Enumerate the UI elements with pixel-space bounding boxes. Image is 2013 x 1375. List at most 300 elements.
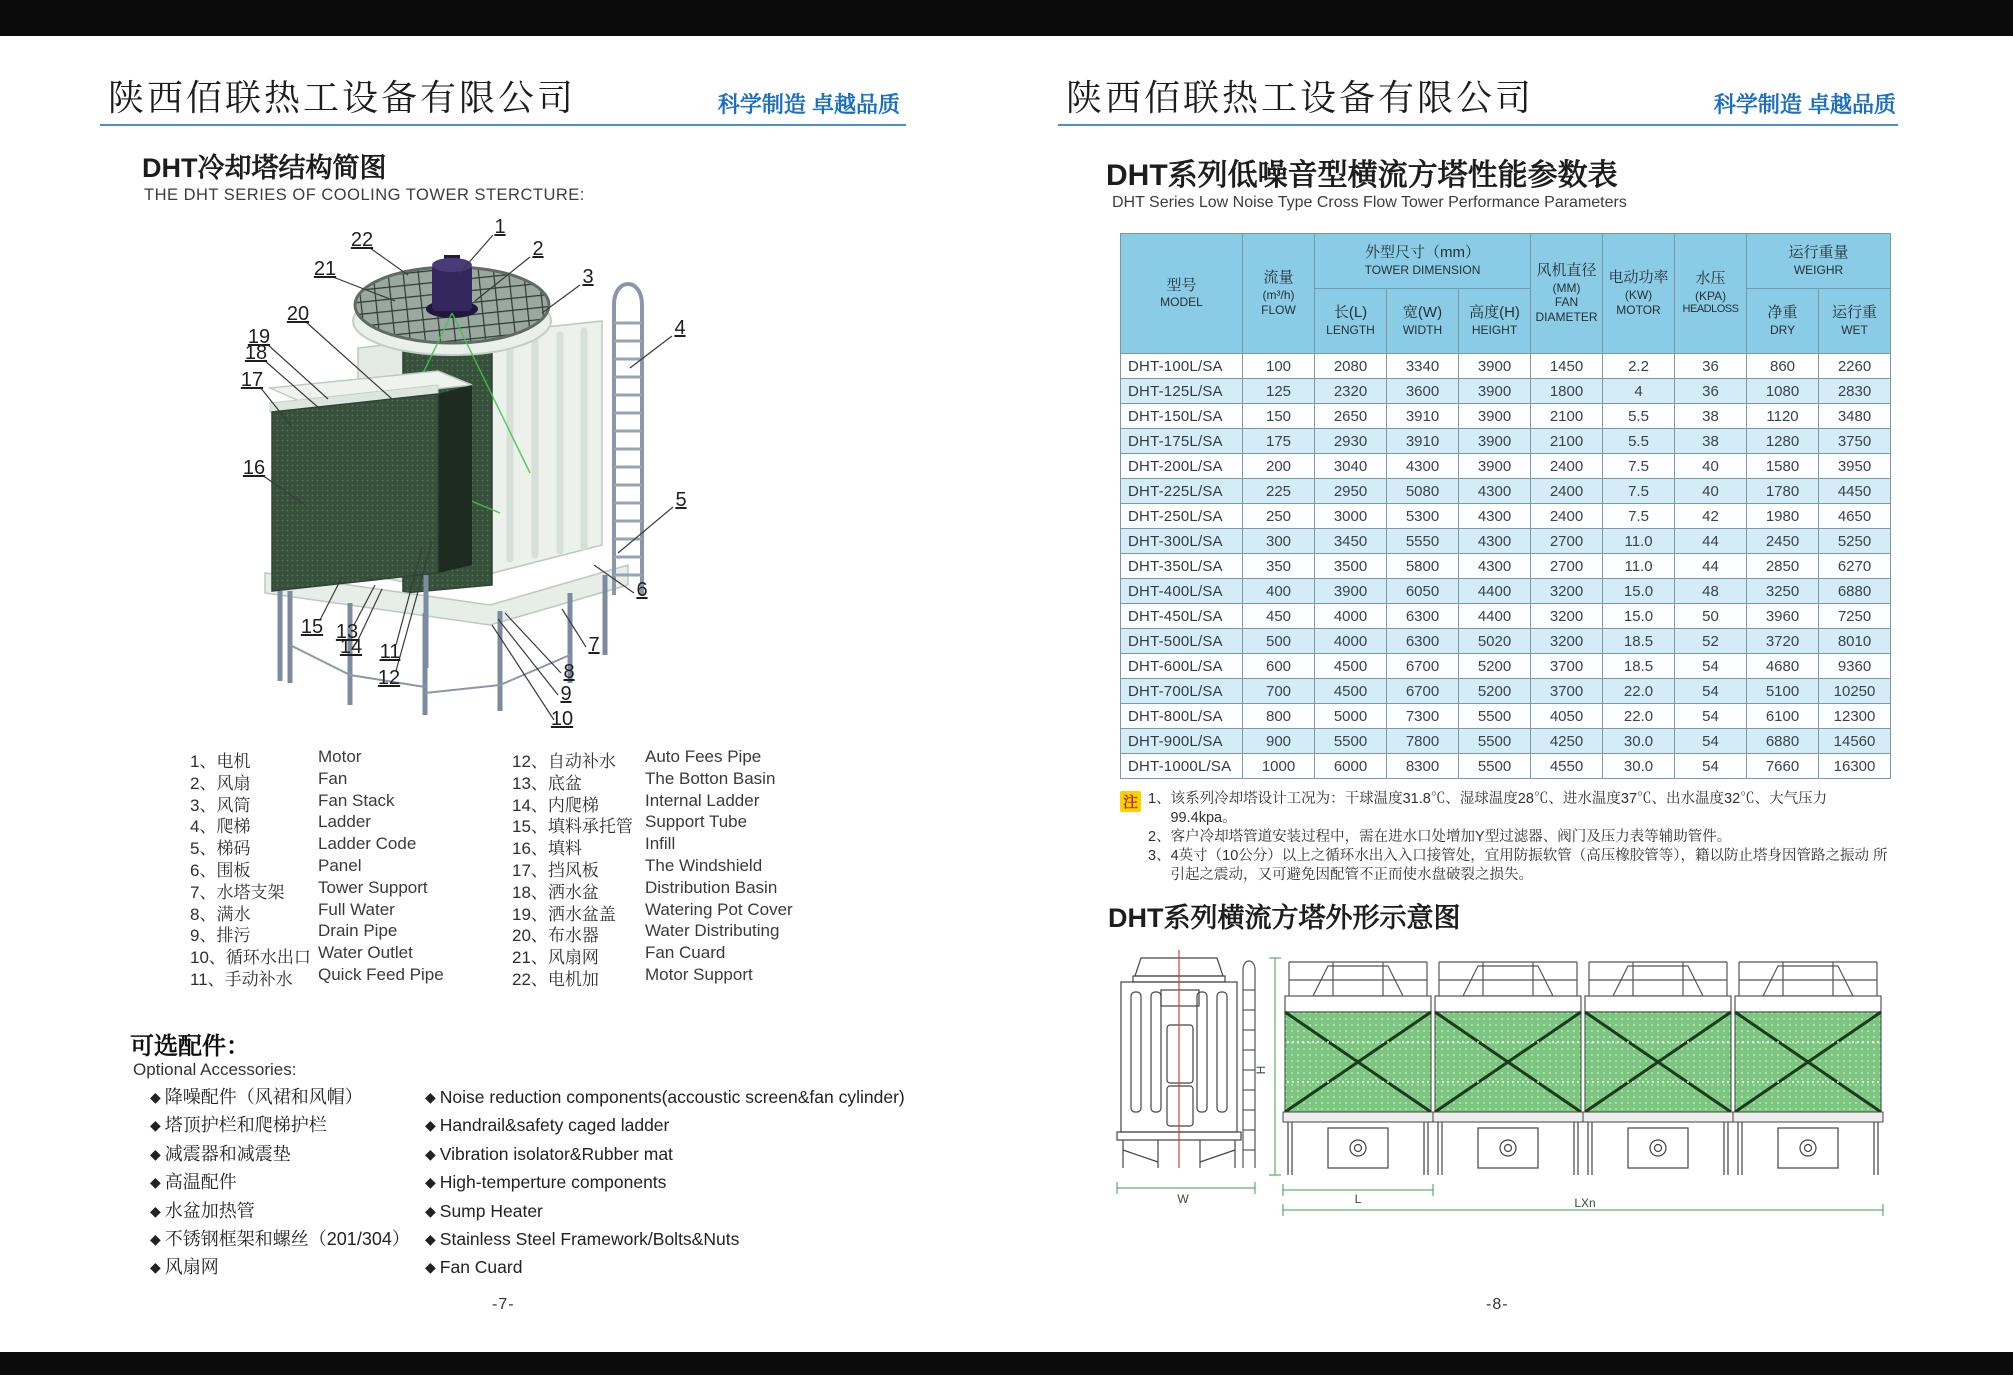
table-row	[1121, 579, 1891, 604]
value-cell: 1980	[1747, 504, 1819, 529]
value-cell: 8010	[1819, 629, 1891, 654]
value-cell: 3900	[1459, 354, 1531, 379]
part-label-cn: 7、水塔支架	[190, 882, 285, 902]
value-cell: 6050	[1387, 579, 1459, 604]
value-cell: 54	[1675, 679, 1747, 704]
model-cell: DHT-450L/SA	[1121, 604, 1243, 629]
part-label-en: Motor	[318, 747, 362, 766]
value-cell: 5000	[1315, 704, 1387, 729]
value-cell: 4500	[1315, 679, 1387, 704]
accessory-item: ◆ Noise reduction components(accoustic screen&fan cylinder)	[425, 1087, 905, 1107]
value-cell: 3250	[1747, 579, 1819, 604]
value-cell: 6000	[1315, 754, 1387, 779]
model-cell: DHT-175L/SA	[1121, 429, 1243, 454]
value-cell: 54	[1675, 754, 1747, 779]
part-label-en: Infill	[645, 834, 676, 854]
model-cell: DHT-700L/SA	[1121, 679, 1243, 704]
value-cell: 2830	[1819, 379, 1891, 404]
th-width-en: WIDTH	[1402, 322, 1443, 337]
table-row	[1121, 354, 1891, 379]
diamond-bullet-icon: ◆	[150, 1231, 161, 1248]
diamond-bullet-icon: ◆	[425, 1174, 436, 1191]
value-cell: 4300	[1459, 479, 1531, 504]
part-label-cn: 12、自动补水	[512, 752, 616, 771]
value-cell: 12300	[1819, 704, 1891, 729]
value-cell: 3900	[1459, 429, 1531, 454]
structure-section-subtitle: THE DHT SERIES OF COOLING TOWER STERCTURE:	[144, 186, 585, 204]
value-cell: 18.5	[1603, 629, 1675, 654]
value-cell: 2260	[1819, 354, 1891, 379]
diamond-bullet-icon: ◆	[425, 1089, 436, 1105]
value-cell: 2400	[1531, 479, 1603, 504]
accessory-item: ◆ High-temperture components	[425, 1172, 667, 1193]
accessory-item: ◆ 高温配件	[150, 1172, 237, 1193]
value-cell: 2950	[1315, 479, 1387, 504]
model-cell: DHT-500L/SA	[1121, 629, 1243, 654]
value-cell: 400	[1243, 579, 1315, 604]
part-label-cn: 3、风筒	[190, 795, 251, 815]
value-cell: 2400	[1531, 454, 1603, 479]
th-model-cn: 型号	[1166, 276, 1197, 294]
performance-table-body	[1121, 354, 1891, 779]
value-cell: 200	[1243, 454, 1315, 479]
diamond-bullet-icon: ◆	[150, 1089, 161, 1105]
part-label-cn: 2、风扇	[190, 773, 251, 793]
th-flow-unit: (m³/h)	[1262, 288, 1295, 303]
model-cell: DHT-300L/SA	[1121, 529, 1243, 554]
model-cell: DHT-150L/SA	[1121, 404, 1243, 429]
value-cell: 3750	[1819, 429, 1891, 454]
value-cell: 2850	[1747, 554, 1819, 579]
callout-number: 5	[675, 489, 687, 511]
th-width-cn: 宽(W)	[1402, 304, 1443, 322]
accessory-item: ◆ 风扇网	[150, 1257, 219, 1278]
value-cell: 3910	[1387, 404, 1459, 429]
note-item: 3、4英寸（10公分）以上之循环水出入入口接管处，宜用防振软管（高压橡胶管等），籍以防止塔身因管路之振动 所引起之震动，又可避免因配管不正而使水盘破裂之损失。	[1148, 848, 1888, 883]
table-section-subtitle: DHT Series Low Noise Type Cross Flow Tower Performance Parameters	[1112, 194, 1627, 211]
value-cell: 800	[1243, 704, 1315, 729]
value-cell: 4050	[1531, 704, 1603, 729]
model-cell: DHT-250L/SA	[1121, 504, 1243, 529]
callout-number: 22	[350, 229, 374, 251]
part-label-cn: 11、手动补水	[190, 969, 293, 989]
part-label-cn: 10、循环水出口	[190, 948, 311, 968]
th-fan	[1531, 234, 1603, 354]
value-cell: 2450	[1747, 529, 1819, 554]
model-cell: DHT-350L/SA	[1121, 554, 1243, 579]
company-name-right: 陕西佰联热工设备有限公司	[1066, 78, 1535, 119]
model-cell: DHT-800L/SA	[1121, 704, 1243, 729]
value-cell: 54	[1675, 654, 1747, 679]
value-cell: 3000	[1315, 504, 1387, 529]
value-cell: 1780	[1747, 479, 1819, 504]
value-cell: 5500	[1315, 729, 1387, 754]
value-cell: 38	[1675, 429, 1747, 454]
table-row	[1121, 554, 1891, 579]
value-cell: 3900	[1459, 454, 1531, 479]
model-cell: DHT-125L/SA	[1121, 379, 1243, 404]
value-cell: 1120	[1747, 404, 1819, 429]
value-cell: 15.0	[1603, 579, 1675, 604]
diamond-bullet-icon: ◆	[425, 1202, 436, 1219]
value-cell: 3720	[1747, 629, 1819, 654]
part-label-en: Fan Stack	[318, 790, 395, 810]
accessories-subtitle: Optional Accessories:	[133, 1060, 297, 1079]
th-flow-en: FLOW	[1261, 302, 1296, 317]
value-cell: 3960	[1747, 604, 1819, 629]
value-cell: 6270	[1819, 554, 1891, 579]
value-cell: 6700	[1387, 679, 1459, 704]
value-cell: 7800	[1387, 729, 1459, 754]
dim-label-w: W	[1177, 1192, 1189, 1206]
value-cell: 3200	[1531, 579, 1603, 604]
value-cell: 860	[1747, 354, 1819, 379]
value-cell: 5080	[1387, 479, 1459, 504]
value-cell: 9360	[1819, 654, 1891, 679]
th-wet-cn: 运行重	[1832, 304, 1878, 322]
value-cell: 36	[1675, 379, 1747, 404]
value-cell: 7250	[1819, 604, 1891, 629]
value-cell: 4	[1603, 379, 1675, 404]
th-headloss-unit: (KPA)	[1694, 288, 1727, 303]
value-cell: 5200	[1459, 654, 1531, 679]
accessories-list-en	[425, 1084, 905, 1283]
accessories-list-cn	[150, 1084, 410, 1283]
value-cell: 6100	[1747, 704, 1819, 729]
header-rule-left	[100, 124, 906, 126]
value-cell: 4300	[1459, 529, 1531, 554]
diamond-bullet-icon: ◆	[150, 1145, 161, 1162]
th-wet-en: WET	[1841, 322, 1868, 337]
part-label-en: Panel	[318, 855, 362, 875]
diamond-bullet-icon: ◆	[425, 1145, 436, 1162]
slogan-right: 科学制造 卓越品质	[1713, 92, 1896, 117]
value-cell: 2.2	[1603, 354, 1675, 379]
value-cell: 4650	[1819, 504, 1891, 529]
value-cell: 10250	[1819, 679, 1891, 704]
model-cell: DHT-900L/SA	[1121, 729, 1243, 754]
value-cell: 30.0	[1603, 754, 1675, 779]
value-cell: 4300	[1459, 554, 1531, 579]
callout-number: 1	[494, 216, 506, 238]
accessory-item: ◆ Sump Heater	[425, 1200, 543, 1221]
th-height-en: HEIGHT	[1471, 322, 1518, 337]
value-cell: 5020	[1459, 629, 1531, 654]
table-row	[1121, 529, 1891, 554]
callout-number: 13	[335, 621, 359, 643]
callout-number: 4	[674, 317, 686, 339]
value-cell: 5800	[1387, 554, 1459, 579]
value-cell: 700	[1243, 679, 1315, 704]
th-dim-en: TOWER DIMENSION	[1364, 262, 1481, 277]
value-cell: 1080	[1747, 379, 1819, 404]
part-label-cn: 5、梯码	[190, 839, 251, 859]
accessory-item: ◆ Vibration isolator&Rubber mat	[425, 1143, 673, 1164]
th-fan-unit: (MM)	[1552, 280, 1581, 295]
th-weight-group	[1747, 234, 1891, 289]
value-cell: 14560	[1819, 729, 1891, 754]
value-cell: 2080	[1315, 354, 1387, 379]
table-row	[1121, 629, 1891, 654]
value-cell: 500	[1243, 629, 1315, 654]
table-row	[1121, 654, 1891, 679]
value-cell: 44	[1675, 529, 1747, 554]
value-cell: 3900	[1459, 404, 1531, 429]
callout-number: 18	[244, 342, 268, 364]
value-cell: 125	[1243, 379, 1315, 404]
value-cell: 100	[1243, 354, 1315, 379]
outline-section-title: DHT系列横流方塔外形示意图	[1108, 903, 1461, 933]
value-cell: 22.0	[1603, 679, 1675, 704]
value-cell: 7.5	[1603, 454, 1675, 479]
value-cell: 1000	[1243, 754, 1315, 779]
note-badge: 注	[1120, 791, 1141, 812]
callout-number: 20	[286, 303, 310, 325]
slogan-left: 科学制造 卓越品质	[717, 92, 900, 117]
value-cell: 5250	[1819, 529, 1891, 554]
side-ladder	[1243, 961, 1255, 1168]
value-cell: 44	[1675, 554, 1747, 579]
value-cell: 3340	[1387, 354, 1459, 379]
accessory-item: ◆ 降噪配件（风裙和风帽）	[150, 1087, 363, 1107]
part-label-en: Ladder	[318, 812, 371, 832]
value-cell: 11.0	[1603, 529, 1675, 554]
th-motor-unit: (KW)	[1624, 288, 1653, 303]
value-cell: 1280	[1747, 429, 1819, 454]
front-view-diagram	[1254, 958, 1883, 1216]
callout-number: 10	[550, 708, 574, 730]
value-cell: 250	[1243, 504, 1315, 529]
note-item: 1、该系列冷却塔设计工况为：干球温度31.8℃、湿球温度28℃、进水温度37℃、出水温度32℃、大气压力99.4kpa。	[1148, 791, 1828, 826]
value-cell: 4000	[1315, 629, 1387, 654]
value-cell: 1450	[1531, 354, 1603, 379]
th-width	[1387, 289, 1459, 354]
value-cell: 3040	[1315, 454, 1387, 479]
callout-number: 15	[300, 616, 324, 638]
part-label-en: Watering Pot Cover	[645, 899, 793, 919]
part-label-cn: 6、围板	[190, 860, 251, 880]
model-cell: DHT-400L/SA	[1121, 579, 1243, 604]
value-cell: 4550	[1531, 754, 1603, 779]
table-row	[1121, 504, 1891, 529]
table-row	[1121, 454, 1891, 479]
value-cell: 1800	[1531, 379, 1603, 404]
note-item: 2、客户冷却塔管道安装过程中，需在进水口处增加Y型过滤器、阀门及压力表等辅助管件。	[1148, 829, 1732, 845]
value-cell: 3900	[1315, 579, 1387, 604]
company-name-left: 陕西佰联热工设备有限公司	[108, 78, 577, 119]
table-row	[1121, 379, 1891, 404]
value-cell: 3600	[1387, 379, 1459, 404]
value-cell: 8300	[1387, 754, 1459, 779]
value-cell: 300	[1243, 529, 1315, 554]
model-cell: DHT-1000L/SA	[1121, 754, 1243, 779]
th-model	[1121, 234, 1243, 354]
value-cell: 6700	[1387, 654, 1459, 679]
callout-number: 3	[582, 266, 594, 288]
callout-number: 19	[247, 326, 271, 348]
table-row	[1121, 679, 1891, 704]
value-cell: 40	[1675, 454, 1747, 479]
value-cell: 11.0	[1603, 554, 1675, 579]
th-length	[1315, 289, 1387, 354]
dim-lxn	[1283, 1196, 1883, 1216]
value-cell: 3700	[1531, 679, 1603, 704]
value-cell: 2320	[1315, 379, 1387, 404]
part-label-cn: 8、满水	[190, 904, 251, 924]
accessories-title: 可选配件：	[130, 1033, 250, 1060]
accessory-item: ◆ Handrail&safety caged ladder	[425, 1115, 670, 1136]
th-weight-cn: 运行重量	[1788, 244, 1849, 262]
dim-label-h: H	[1254, 1065, 1268, 1075]
value-cell: 2930	[1315, 429, 1387, 454]
motor	[426, 255, 478, 318]
value-cell: 42	[1675, 504, 1747, 529]
part-label-en: Fan	[318, 768, 348, 788]
performance-table-wrap	[1120, 233, 1891, 779]
value-cell: 3900	[1459, 379, 1531, 404]
value-cell: 15.0	[1603, 604, 1675, 629]
value-cell: 50	[1675, 604, 1747, 629]
part-label-cn: 17、挡风板	[512, 860, 599, 880]
dim-label-lxn: LXn	[1574, 1196, 1596, 1210]
value-cell: 4400	[1459, 604, 1531, 629]
value-cell: 6300	[1387, 629, 1459, 654]
value-cell: 6880	[1819, 579, 1891, 604]
value-cell: 7300	[1387, 704, 1459, 729]
th-dimension-group	[1315, 234, 1531, 289]
value-cell: 450	[1243, 604, 1315, 629]
ladder	[614, 284, 642, 595]
th-length-cn: 长(L)	[1333, 304, 1368, 322]
value-cell: 2700	[1531, 554, 1603, 579]
value-cell: 2650	[1315, 404, 1387, 429]
part-label-en: Full Water	[318, 899, 395, 919]
diamond-bullet-icon: ◆	[150, 1259, 161, 1276]
value-cell: 3910	[1387, 429, 1459, 454]
table-section-title: DHT系列低噪音型横流方塔性能参数表	[1106, 159, 1618, 192]
value-cell: 4450	[1819, 479, 1891, 504]
value-cell: 52	[1675, 629, 1747, 654]
value-cell: 54	[1675, 704, 1747, 729]
value-cell: 3480	[1819, 404, 1891, 429]
value-cell: 4400	[1459, 579, 1531, 604]
value-cell: 3200	[1531, 629, 1603, 654]
value-cell: 5300	[1387, 504, 1459, 529]
value-cell: 38	[1675, 404, 1747, 429]
part-label-cn: 14、内爬梯	[512, 795, 599, 815]
th-dim-cn: 外型尺寸（mm）	[1365, 244, 1480, 262]
value-cell: 4300	[1459, 504, 1531, 529]
value-cell: 36	[1675, 354, 1747, 379]
model-cell: DHT-200L/SA	[1121, 454, 1243, 479]
value-cell: 5.5	[1603, 404, 1675, 429]
table-row	[1121, 479, 1891, 504]
callout-number: 7	[588, 634, 600, 656]
value-cell: 225	[1243, 479, 1315, 504]
performance-table	[1120, 233, 1891, 779]
value-cell: 175	[1243, 429, 1315, 454]
value-cell: 3700	[1531, 654, 1603, 679]
value-cell: 22.0	[1603, 704, 1675, 729]
value-cell: 4000	[1315, 604, 1387, 629]
model-cell: DHT-100L/SA	[1121, 354, 1243, 379]
callout-number: 11	[379, 641, 401, 663]
tower-outline-diagram	[1103, 950, 1898, 1218]
part-label-en: Tower Support	[318, 877, 428, 897]
dim-l	[1283, 1184, 1433, 1206]
th-flow	[1243, 234, 1315, 354]
value-cell: 7.5	[1603, 479, 1675, 504]
value-cell: 5500	[1459, 704, 1531, 729]
value-cell: 6880	[1747, 729, 1819, 754]
dim-label-l: L	[1354, 1192, 1362, 1206]
value-cell: 5500	[1459, 729, 1531, 754]
th-model-en: MODEL	[1160, 295, 1203, 310]
top-bar	[0, 0, 2013, 36]
value-cell: 6300	[1387, 604, 1459, 629]
value-cell: 18.5	[1603, 654, 1675, 679]
part-label-cn: 15、填料承托管	[512, 817, 633, 837]
model-cell: DHT-600L/SA	[1121, 654, 1243, 679]
table-row	[1121, 729, 1891, 754]
value-cell: 16300	[1819, 754, 1891, 779]
th-headloss-en: HEADLOSS	[1682, 303, 1739, 316]
value-cell: 48	[1675, 579, 1747, 604]
diamond-bullet-icon: ◆	[150, 1117, 161, 1134]
value-cell: 7660	[1747, 754, 1819, 779]
value-cell: 350	[1243, 554, 1315, 579]
accessory-item: ◆ 减震器和减震垫	[150, 1143, 291, 1164]
value-cell: 2100	[1531, 429, 1603, 454]
accessory-item: ◆ 塔顶护栏和爬梯护栏	[150, 1115, 327, 1136]
value-cell: 5500	[1459, 754, 1531, 779]
part-label-cn: 20、布水器	[512, 926, 599, 946]
callout-number: 17	[240, 369, 264, 391]
part-label-en: Support Tube	[645, 812, 748, 832]
th-flow-cn: 流量	[1263, 269, 1294, 287]
th-height-cn: 高度(H)	[1469, 304, 1520, 322]
header-rule-right	[1058, 124, 1898, 126]
model-cell: DHT-225L/SA	[1121, 479, 1243, 504]
diamond-bullet-icon: ◆	[425, 1259, 436, 1276]
value-cell: 4300	[1387, 454, 1459, 479]
value-cell: 5200	[1459, 679, 1531, 704]
value-cell: 40	[1675, 479, 1747, 504]
part-label-en: Internal Ladder	[645, 790, 760, 810]
value-cell: 3500	[1315, 554, 1387, 579]
th-length-en: LENGTH	[1326, 322, 1375, 337]
callout-number: 2	[532, 238, 544, 260]
value-cell: 150	[1243, 404, 1315, 429]
th-fan-en: FAN DIAMETER	[1535, 295, 1598, 325]
part-label-cn: 16、填料	[512, 839, 582, 859]
part-label-en: Distribution Basin	[645, 877, 778, 897]
structure-section-title: DHT冷却塔结构简图	[142, 153, 387, 183]
part-label-en: Fan Cuard	[645, 943, 726, 963]
callout-number: 12	[377, 667, 401, 689]
value-cell: 2700	[1531, 529, 1603, 554]
th-headloss	[1675, 234, 1747, 354]
diamond-bullet-icon: ◆	[150, 1202, 161, 1219]
part-label-en: Water Outlet	[318, 943, 413, 963]
value-cell: 2100	[1531, 404, 1603, 429]
th-wet	[1819, 289, 1891, 354]
part-label-cn: 22、电机加	[512, 969, 599, 989]
part-label-en: Quick Feed Pipe	[318, 964, 444, 984]
value-cell: 54	[1675, 729, 1747, 754]
value-cell: 1580	[1747, 454, 1819, 479]
value-cell: 4500	[1315, 654, 1387, 679]
